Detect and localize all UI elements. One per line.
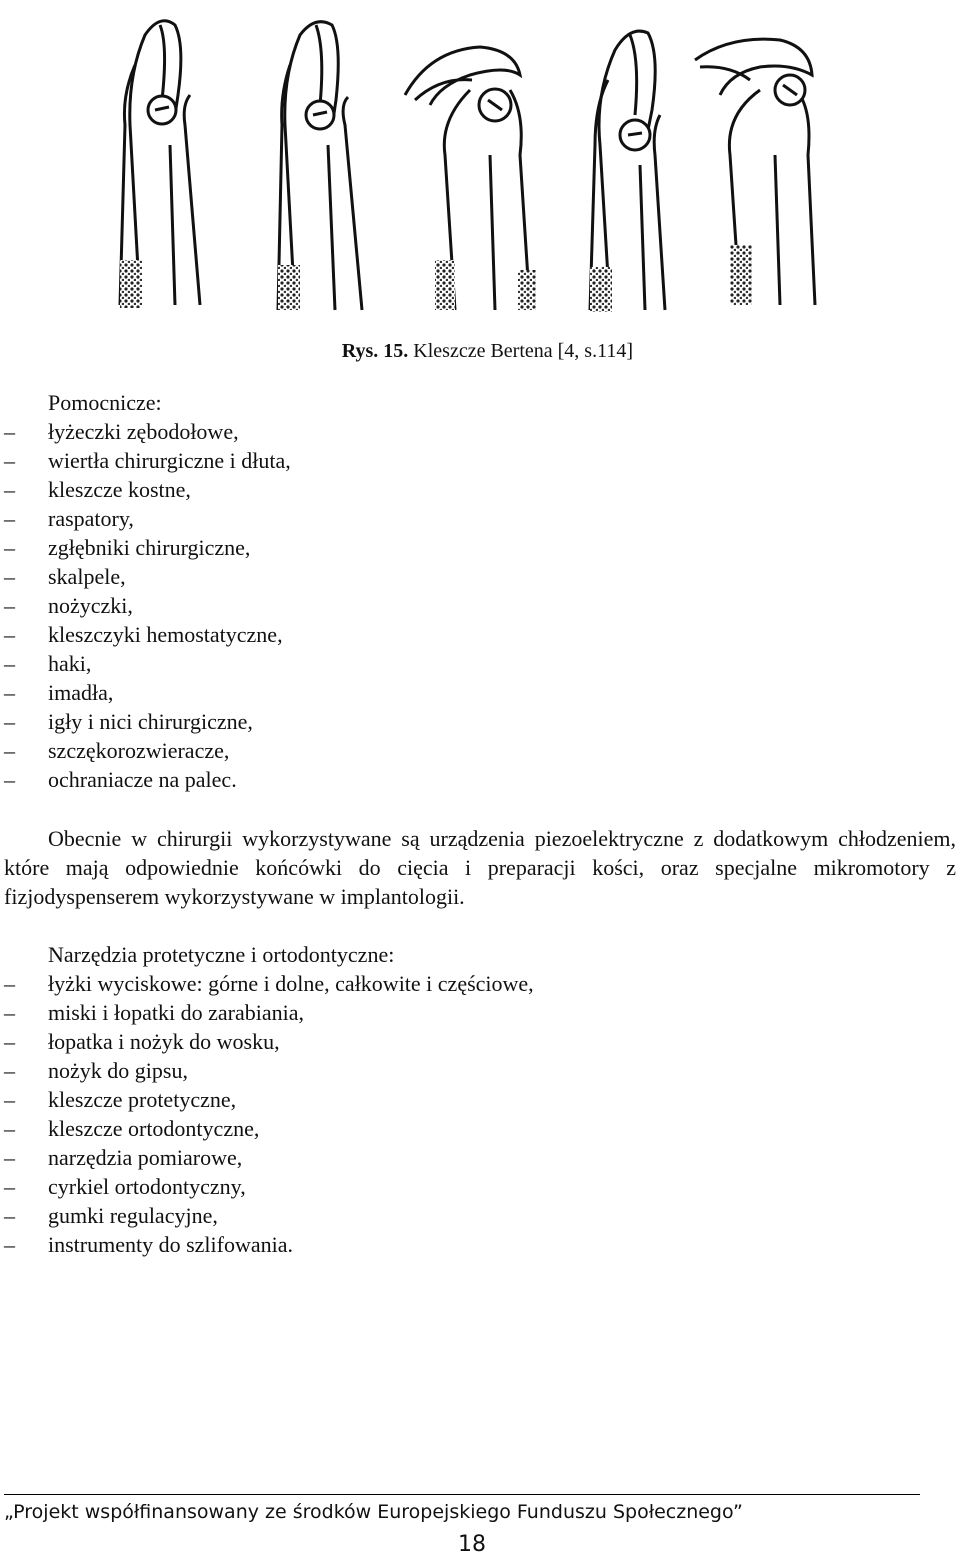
list-dash: – <box>4 738 15 763</box>
footer-text: „Projekt współfinansowany ze środków Europejskiego Funduszu Społecznego” <box>4 1501 743 1523</box>
list-dash: – <box>4 680 15 705</box>
list-item <box>0 1230 960 1259</box>
list-item-text: skalpele, <box>48 564 126 589</box>
list-dash: – <box>4 1145 15 1170</box>
list-item <box>0 533 960 562</box>
list-dash: – <box>4 535 15 560</box>
list-dash: – <box>4 767 15 792</box>
list-item-text: kleszcze ortodontyczne, <box>48 1116 260 1141</box>
figure-caption <box>0 340 633 363</box>
list-item <box>0 417 960 446</box>
list-item-text: haki, <box>48 651 92 676</box>
list-item-text: miski i łopatki do zarabiania, <box>48 1000 304 1025</box>
list-item <box>0 736 960 765</box>
list-item <box>0 475 960 504</box>
figure-caption-text: Kleszcze Bertena [4, s.114] <box>413 340 633 362</box>
list-dash: – <box>4 1029 15 1054</box>
list-dash: – <box>4 506 15 531</box>
list-item-text: kleszczyki hemostatyczne, <box>48 622 283 647</box>
list-item <box>0 620 960 649</box>
list-item <box>0 1056 960 1085</box>
figure-caption-label: Rys. 15. <box>341 340 409 362</box>
forceps-5-icon <box>695 39 815 305</box>
list-item-text: nożyczki, <box>48 593 133 618</box>
forceps-illustration <box>100 5 840 320</box>
forceps-3-icon <box>405 47 536 310</box>
list-dash: – <box>4 1232 15 1257</box>
list-item-text: łyżeczki zębodołowe, <box>48 419 239 444</box>
list-dash: – <box>4 419 15 444</box>
list-item <box>0 1085 960 1114</box>
list-item <box>0 1027 960 1056</box>
list-item-text: łyżki wyciskowe: górne i dolne, całkowite i częściowe, <box>48 971 534 996</box>
list-item-text: imadła, <box>48 680 114 705</box>
list-item <box>0 678 960 707</box>
list-item-text: wiertła chirurgiczne i dłuta, <box>48 448 291 473</box>
list-dash: – <box>4 622 15 647</box>
list-item <box>0 504 960 533</box>
list-item <box>0 998 960 1027</box>
list-dash: – <box>4 593 15 618</box>
prosthetic-heading: Narzędzia protetyczne i ortodontyczne: <box>48 942 395 967</box>
list-item <box>0 1172 960 1201</box>
list-item-text: łopatka i nożyk do wosku, <box>48 1029 280 1054</box>
list-item <box>0 765 960 794</box>
list-item-text: narzędzia pomiarowe, <box>48 1145 243 1170</box>
list-item <box>0 1114 960 1143</box>
list-item-text: kleszcze protetyczne, <box>48 1087 237 1112</box>
list-dash: – <box>4 564 15 589</box>
list-dash: – <box>4 1058 15 1083</box>
list-dash: – <box>4 1203 15 1228</box>
list-item <box>0 969 960 998</box>
list-dash: – <box>4 448 15 473</box>
list-item-text: cyrkiel ortodontyczny, <box>48 1174 246 1199</box>
prosthetic-section <box>0 940 960 1259</box>
list-item <box>0 1201 960 1230</box>
list-dash: – <box>4 1116 15 1141</box>
list-item-text: raspatory, <box>48 506 134 531</box>
list-dash: – <box>4 971 15 996</box>
list-dash: – <box>4 651 15 676</box>
forceps-2-icon <box>278 22 362 310</box>
auxiliary-section <box>0 388 960 794</box>
list-dash: – <box>4 1000 15 1025</box>
forceps-4-icon <box>590 31 665 312</box>
list-item-text: instrumenty do szlifowania. <box>48 1232 294 1257</box>
list-item <box>0 446 960 475</box>
list-item-text: gumki regulacyjne, <box>48 1203 218 1228</box>
list-dash: – <box>4 477 15 502</box>
list-item-text: szczękorozwieracze, <box>48 738 230 763</box>
list-item <box>0 649 960 678</box>
list-dash: – <box>4 709 15 734</box>
list-item-text: igły i nici chirurgiczne, <box>48 709 253 734</box>
list-item-text: nożyk do gipsu, <box>48 1058 188 1083</box>
page-number: 18 <box>458 1532 486 1557</box>
list-item-text: ochraniacze na palec. <box>48 767 237 792</box>
list-item <box>0 1143 960 1172</box>
body-paragraph: Obecnie w chirurgii wykorzystywane są urządzenia piezoelektryczne z dodatkowym chłodzeniem, które mają odpowiednie końcówki do cięcia i preparacji kości, oraz specjalne mikromotory z fizjodyspenserem wykorzystywane w implantologii. <box>4 826 956 909</box>
footer-divider <box>4 1494 920 1495</box>
list-dash: – <box>4 1087 15 1112</box>
list-dash: – <box>4 1174 15 1199</box>
list-item <box>0 591 960 620</box>
list-item <box>0 707 960 736</box>
forceps-1-icon <box>120 21 200 308</box>
list-item-text: kleszcze kostne, <box>48 477 191 502</box>
list-item <box>0 562 960 591</box>
list-item-text: zgłębniki chirurgiczne, <box>48 535 251 560</box>
auxiliary-heading: Pomocnicze: <box>48 390 162 415</box>
